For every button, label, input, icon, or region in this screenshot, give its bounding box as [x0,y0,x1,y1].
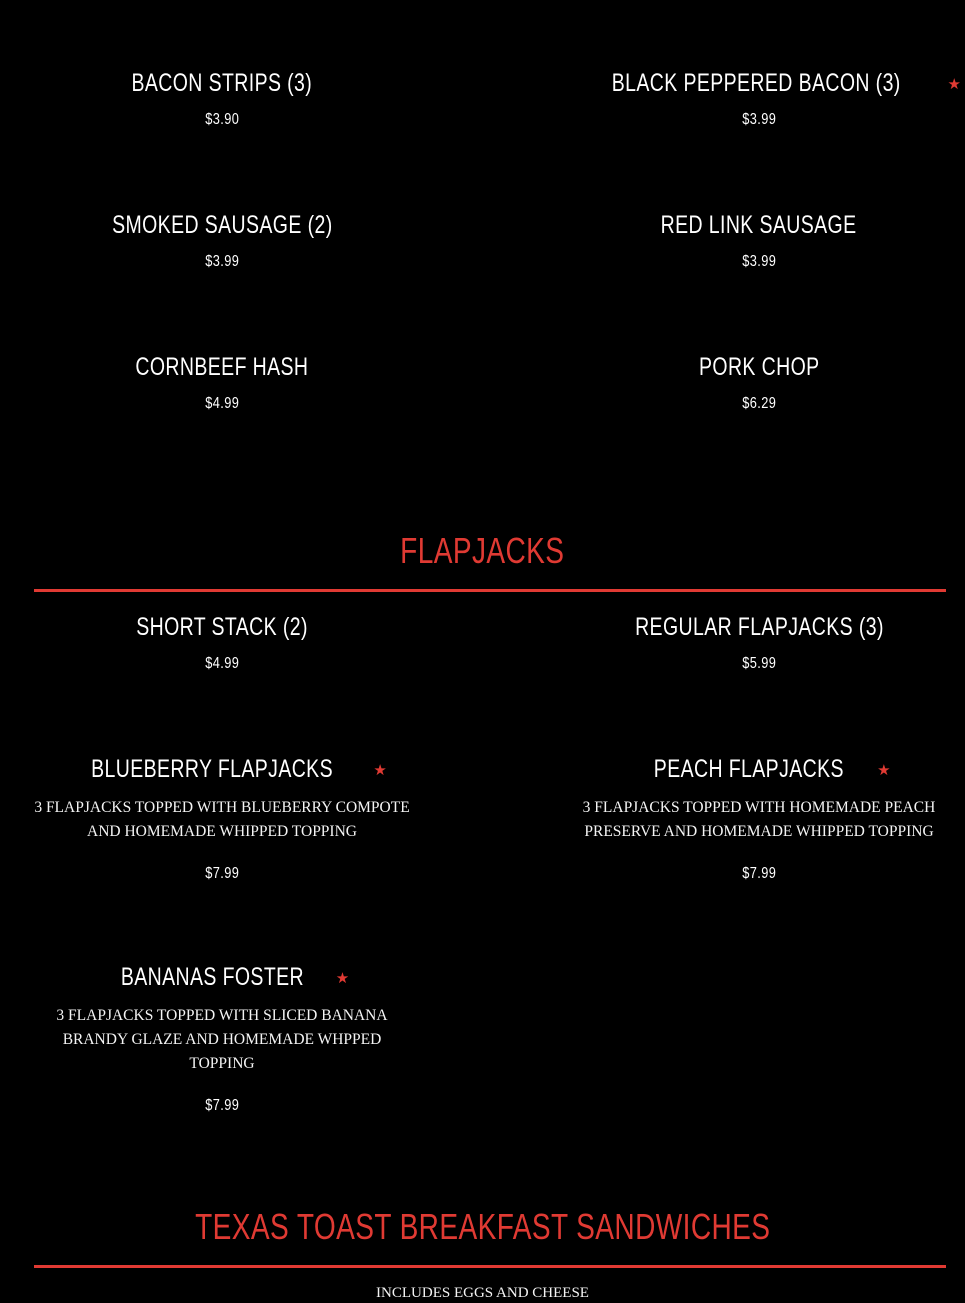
menu-item [571,754,947,884]
menu-item [34,962,410,1116]
menu-item [34,352,410,414]
item-description: 3 FLAPJACKS TOPPED WITH SLICED BANANA BRANDY GLAZE AND HOMEMADE WHPPED TOPPING [56,1007,388,1072]
item-name: BLUEBERRY FLAPJACKS [91,755,334,783]
star-icon: ★ [877,761,891,779]
item-name: PORK CHOP [698,353,820,381]
item-price: $3.99 [204,253,240,270]
item-price: $7.99 [204,1097,240,1114]
section-divider [34,589,946,592]
star-icon: ★ [335,969,350,987]
item-name: BANANAS FOSTER [120,963,304,991]
item-price: $4.99 [204,395,240,412]
section-title-sandwiches: TEXAS TOAST BREAKFAST SANDWICHES [194,1206,771,1247]
menu-item [571,68,961,130]
menu-item [571,612,947,674]
item-price: $3.99 [741,111,777,128]
item-price: $6.29 [741,395,777,412]
item-name: CORNBEEF HASH [135,353,309,381]
item-price: $3.90 [204,111,240,128]
menu-item [34,612,410,674]
item-price: $5.99 [741,655,777,672]
star-icon: ★ [373,761,387,779]
item-name: SMOKED SAUSAGE (2) [111,211,333,239]
item-price: $7.99 [204,865,240,882]
menu-item [34,68,410,130]
item-name: PEACH FLAPJACKS [654,755,845,783]
star-icon: ★ [947,75,961,93]
item-name: RED LINK SAUSAGE [661,211,857,239]
item-description: 3 FLAPJACKS TOPPED WITH BLUEBERRY COMPOTE AND HOMEMADE WHIPPED TOPPING [34,799,410,840]
menu-item [34,210,410,272]
section-note: INCLUDES EGGS AND CHEESE [376,1285,589,1301]
item-price: $7.99 [741,865,777,882]
section-divider [34,1265,946,1268]
menu-item [34,754,410,884]
section-title-flapjacks: FLAPJACKS [400,530,565,571]
item-name: REGULAR FLAPJACKS (3) [634,613,884,641]
item-price: $3.99 [741,253,777,270]
menu-item [571,210,947,272]
item-name: SHORT STACK (2) [136,613,308,641]
item-name: BLACK PEPPERED BACON (3) [611,69,901,97]
item-price: $4.99 [204,655,240,672]
menu-item [571,352,947,414]
item-description: 3 FLAPJACKS TOPPED WITH HOMEMADE PEACH PRESERVE AND HOMEMADE WHIPPED TOPPING [582,799,936,840]
item-name: BACON STRIPS (3) [131,69,313,97]
